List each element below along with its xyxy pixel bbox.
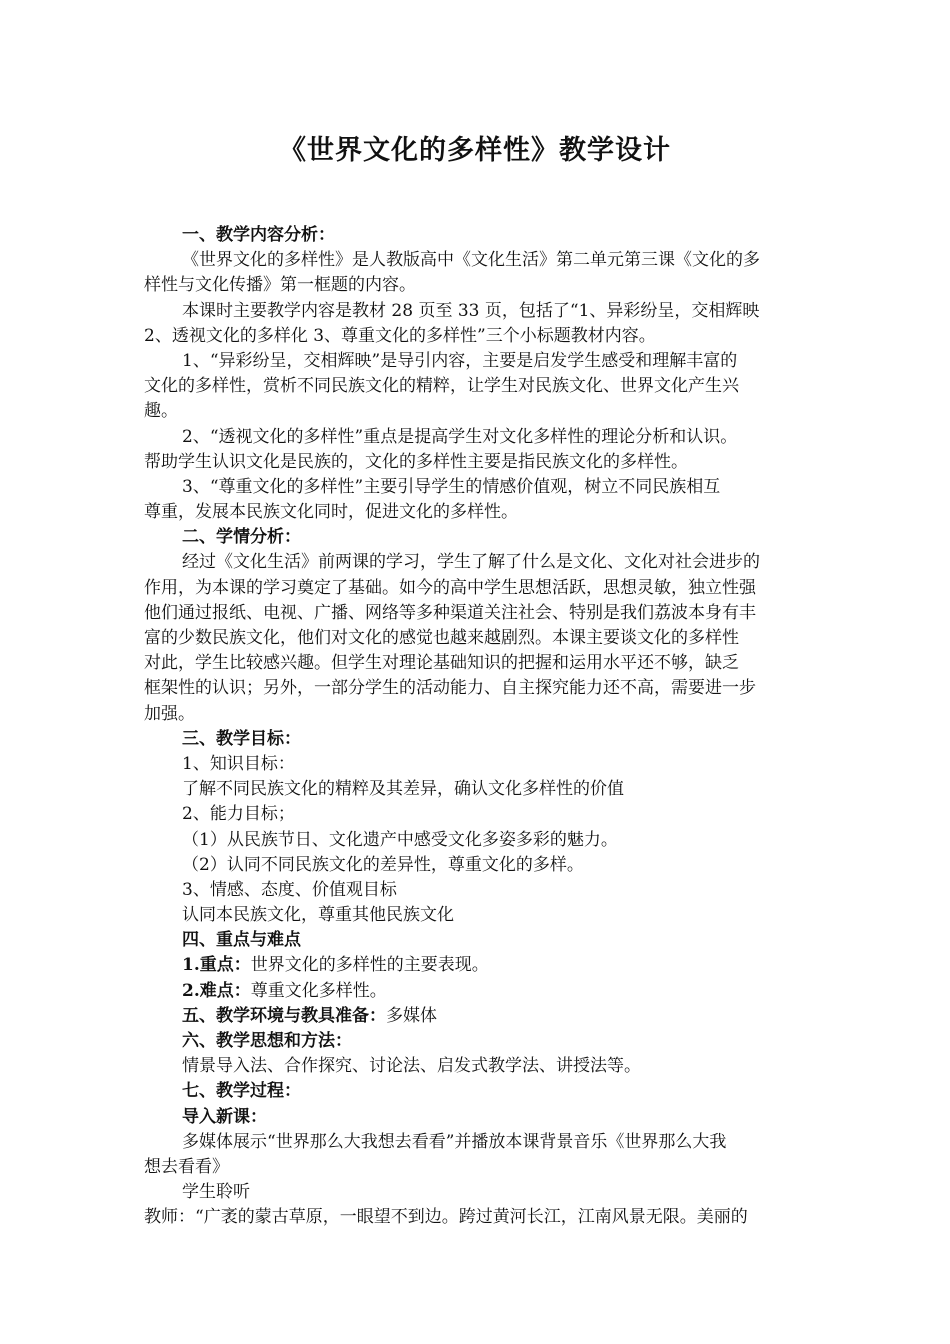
line-text: 七、教学过程： xyxy=(182,1081,301,1102)
line-text: 尊重，发展本民族文化同时，促进文化的多样性。 xyxy=(144,502,518,523)
line-text: 2、“透视文化的多样性”重点是提高学生对文化多样性的理论分析和认识。 xyxy=(182,426,738,447)
paragraph-line xyxy=(144,802,814,827)
line-text: （2）认同不同民族文化的差异性，尊重文化的多样。 xyxy=(182,854,584,875)
document-body xyxy=(144,223,814,1231)
line-text: 情景导入法、合作探究、讨论法、启发式教学法、讲授法等。 xyxy=(182,1056,641,1077)
line-text: 3、“尊重文化的多样性”主要引导学生的情感价值观，树立不同民族相互 xyxy=(182,476,721,497)
line-text: 教师：“广袤的蒙古草原，一眼望不到边。跨过黄河长江，江南风景无限。美丽的 xyxy=(144,1207,748,1228)
line-text: 富的少数民族文化，他们对文化的感觉也越来越剧烈。本课主要谈文化的多样性 xyxy=(144,628,739,648)
line-text: 他们通过报纸、电视、广播、网络等多种渠道关注社会、特别是我们荔波本身有丰 xyxy=(144,602,756,623)
line-text: 三、教学目标： xyxy=(182,728,301,749)
line-text: 本课时主要教学内容是教材 28 页至 33 页，包括了“1、异彩纷呈，交相辉映 xyxy=(182,300,760,321)
paragraph-line xyxy=(144,550,814,575)
line-text: 二、学情分析： xyxy=(182,527,301,548)
line-text: 2.难点： xyxy=(182,980,251,1001)
line-text: 文化的多样性，赏析不同民族文化的精粹，让学生对民族文化、世界文化产生兴 xyxy=(144,376,739,397)
line-text: 六、教学思想和方法： xyxy=(182,1031,352,1051)
paragraph-line xyxy=(144,576,814,601)
section-heading xyxy=(144,1004,814,1029)
line-text: 加强。 xyxy=(144,703,195,724)
line-text: 多媒体展示“世界那么大我想去看看”并播放本课背景音乐《世界那么大我 xyxy=(182,1131,727,1152)
line-text: 四、重点与难点 xyxy=(182,930,301,951)
paragraph-line xyxy=(144,903,814,928)
line-text: 认同本民族文化，尊重其他民族文化 xyxy=(182,905,454,926)
paragraph-line xyxy=(144,777,814,802)
line-text: 了解不同民族文化的精粹及其差异，确认文化多样性的价值 xyxy=(182,779,624,800)
section-heading xyxy=(144,979,814,1004)
paragraph-line xyxy=(144,374,814,399)
paragraph-line xyxy=(144,248,814,273)
line-text: 学生聆听 xyxy=(182,1182,250,1203)
document-title: 《世界文化的多样性》教学设计 xyxy=(279,135,671,166)
line-text: 想去看看》 xyxy=(144,1156,229,1177)
paragraph-line xyxy=(144,273,814,298)
section-heading xyxy=(144,525,814,550)
paragraph-line xyxy=(144,878,814,903)
line-text: 作用，为本课的学习奠定了基础。如今的高中学生思想活跃，思想灵敏，独立性强 xyxy=(144,577,756,598)
line-text: 一、教学内容分析： xyxy=(182,225,335,245)
paragraph-line xyxy=(144,601,814,626)
section-heading xyxy=(144,1105,814,1130)
section-heading xyxy=(144,953,814,978)
section-heading xyxy=(144,928,814,953)
line-text: 3、情感、态度、价值观目标 xyxy=(182,879,397,900)
paragraph-line xyxy=(144,752,814,777)
line-text: 导入新课： xyxy=(182,1106,267,1127)
line-text-rest: 多媒体 xyxy=(386,1005,437,1026)
line-text: 经过《文化生活》前两课的学习，学生了解了什么是文化、文化对社会进步的 xyxy=(182,552,760,573)
paragraph-line xyxy=(144,828,814,853)
line-text: 对此，学生比较感兴趣。但学生对理论基础知识的把握和运用水平还不够，缺乏 xyxy=(144,653,739,674)
paragraph-line xyxy=(144,1130,814,1155)
paragraph-line xyxy=(144,676,814,701)
paragraph-line xyxy=(144,399,814,424)
section-heading xyxy=(144,223,814,248)
line-text-rest: 世界文化的多样性的主要表现。 xyxy=(250,955,489,976)
line-text: 2、透视文化的多样化 3、尊重文化的多样性”三个小标题教材内容。 xyxy=(144,325,656,346)
paragraph-line xyxy=(144,1155,814,1180)
paragraph-line xyxy=(144,853,814,878)
paragraph-line xyxy=(144,475,814,500)
section-heading xyxy=(144,1079,814,1104)
line-text: 《世界文化的多样性》是人教版高中《文化生活》第二单元第三课《文化的多 xyxy=(182,250,760,271)
line-text: 1、知识目标： xyxy=(182,753,295,774)
line-text: 五、教学环境与教具准备： xyxy=(182,1005,386,1026)
paragraph-line xyxy=(144,425,814,450)
paragraph-line xyxy=(144,1180,814,1205)
line-text: 趣。 xyxy=(144,401,178,422)
paragraph-line xyxy=(144,450,814,475)
paragraph-line xyxy=(144,702,814,727)
line-text-rest: 尊重文化多样性。 xyxy=(250,980,387,1001)
paragraph-line xyxy=(144,500,814,525)
line-text: 帮助学生认识文化是民族的，文化的多样性主要是指民族文化的多样性。 xyxy=(144,451,688,472)
paragraph-line xyxy=(144,299,814,324)
line-text: 1.重点： xyxy=(182,955,251,976)
paragraph-line xyxy=(144,324,814,349)
paragraph-line xyxy=(144,1054,814,1079)
section-heading xyxy=(144,1029,814,1054)
section-heading xyxy=(144,727,814,752)
paragraph-line xyxy=(144,626,814,651)
line-text: 1、“异彩纷呈，交相辉映”是导引内容，主要是启发学生感受和理解丰富的 xyxy=(182,350,738,371)
paragraph-line xyxy=(144,651,814,676)
paragraph-line xyxy=(144,1205,814,1230)
line-text: （1）从民族节日、文化遗产中感受文化多姿多彩的魅力。 xyxy=(182,829,618,850)
line-text: 样性与文化传播》第一框题的内容。 xyxy=(144,275,416,296)
paragraph-line xyxy=(144,349,814,374)
line-text: 框架性的认识；另外，一部分学生的活动能力、自主探究能力还不高，需要进一步 xyxy=(144,678,756,699)
line-text: 2、能力目标； xyxy=(182,804,295,825)
